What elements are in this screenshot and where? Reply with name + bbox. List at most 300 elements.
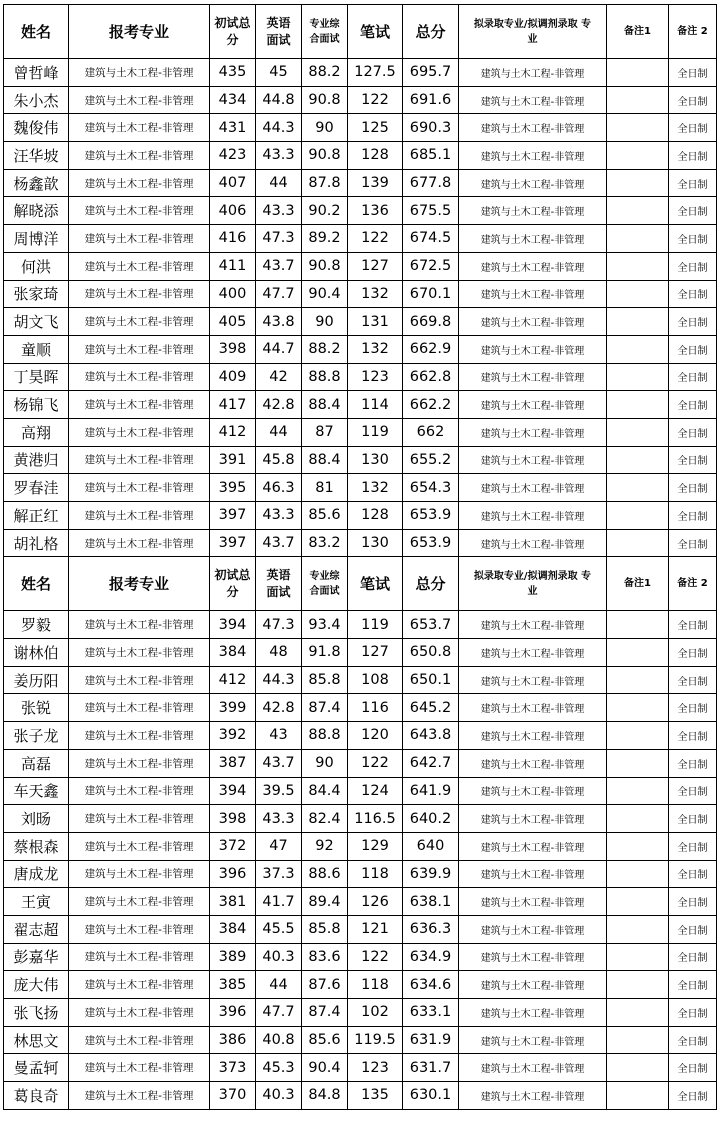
cell-note1	[607, 169, 669, 197]
cell-professional-interview: 84.8	[302, 1082, 348, 1110]
cell-name: 庞大伟	[4, 971, 69, 999]
cell-total: 655.2	[403, 446, 459, 474]
header-name: 姓名	[4, 5, 69, 59]
cell-admit-major: 建筑与土木工程-非管理	[459, 805, 607, 833]
cell-note1	[607, 915, 669, 943]
table-row	[4, 308, 717, 336]
cell-professional-interview: 90.4	[302, 280, 348, 308]
cell-total: 634.6	[403, 971, 459, 999]
cell-admit-major: 建筑与土木工程-非管理	[459, 611, 607, 639]
cell-note2: 全日制	[669, 86, 717, 114]
cell-major: 建筑与土木工程-非管理	[69, 197, 210, 225]
cell-total: 662	[403, 418, 459, 446]
cell-major: 建筑与土木工程-非管理	[69, 474, 210, 502]
cell-name: 高磊	[4, 749, 69, 777]
cell-admit-major: 建筑与土木工程-非管理	[459, 1026, 607, 1054]
cell-written: 118	[348, 860, 403, 888]
cell-note2: 全日制	[669, 252, 717, 280]
cell-prelim-score: 394	[210, 777, 256, 805]
cell-english-interview: 44	[256, 169, 302, 197]
header-note1: 备注1	[607, 557, 669, 611]
cell-english-interview: 45.5	[256, 915, 302, 943]
cell-total: 653.9	[403, 502, 459, 530]
score-table-container	[3, 4, 717, 1110]
cell-note2: 全日制	[669, 694, 717, 722]
table-row	[4, 832, 717, 860]
cell-name: 周博洋	[4, 225, 69, 253]
cell-note1	[607, 999, 669, 1027]
cell-english-interview: 45.3	[256, 1054, 302, 1082]
cell-professional-interview: 89.4	[302, 888, 348, 916]
cell-note1	[607, 666, 669, 694]
cell-major: 建筑与土木工程-非管理	[69, 142, 210, 170]
cell-note1	[607, 363, 669, 391]
cell-note2: 全日制	[669, 474, 717, 502]
cell-total: 677.8	[403, 169, 459, 197]
table-row	[4, 418, 717, 446]
cell-prelim-score: 385	[210, 971, 256, 999]
cell-written: 123	[348, 1054, 403, 1082]
cell-admit-major: 建筑与土木工程-非管理	[459, 308, 607, 336]
cell-prelim-score: 398	[210, 335, 256, 363]
cell-written: 116.5	[348, 805, 403, 833]
cell-professional-interview: 88.8	[302, 363, 348, 391]
table-row	[4, 391, 717, 419]
cell-professional-interview: 85.8	[302, 915, 348, 943]
cell-name: 汪华坡	[4, 142, 69, 170]
cell-name: 彭嘉华	[4, 943, 69, 971]
cell-name: 丁昊晖	[4, 363, 69, 391]
table-row	[4, 142, 717, 170]
cell-name: 解正红	[4, 502, 69, 530]
cell-note1	[607, 805, 669, 833]
header-written: 笔试	[348, 5, 403, 59]
cell-admit-major: 建筑与土木工程-非管理	[459, 418, 607, 446]
cell-total: 669.8	[403, 308, 459, 336]
cell-total: 639.9	[403, 860, 459, 888]
table-row	[4, 197, 717, 225]
cell-admit-major: 建筑与土木工程-非管理	[459, 86, 607, 114]
cell-note1	[607, 252, 669, 280]
header-admit-major: 拟录取专业/拟调剂录取 专 业	[459, 5, 607, 59]
header-major: 报考专业	[69, 557, 210, 611]
cell-major: 建筑与土木工程-非管理	[69, 611, 210, 639]
cell-major: 建筑与土木工程-非管理	[69, 529, 210, 557]
cell-major: 建筑与土木工程-非管理	[69, 1082, 210, 1110]
table-row	[4, 749, 717, 777]
cell-name: 唐成龙	[4, 860, 69, 888]
cell-english-interview: 47.7	[256, 999, 302, 1027]
cell-major: 建筑与土木工程-非管理	[69, 225, 210, 253]
cell-note2: 全日制	[669, 363, 717, 391]
cell-name: 解晓添	[4, 197, 69, 225]
cell-note2: 全日制	[669, 888, 717, 916]
cell-total: 690.3	[403, 114, 459, 142]
cell-professional-interview: 90.8	[302, 86, 348, 114]
cell-english-interview: 43.7	[256, 252, 302, 280]
cell-name: 高翔	[4, 418, 69, 446]
cell-note2: 全日制	[669, 418, 717, 446]
cell-english-interview: 39.5	[256, 777, 302, 805]
table-row	[4, 971, 717, 999]
cell-name: 车天鑫	[4, 777, 69, 805]
cell-professional-interview: 88.2	[302, 59, 348, 87]
cell-prelim-score: 412	[210, 666, 256, 694]
cell-admit-major: 建筑与土木工程-非管理	[459, 694, 607, 722]
cell-note2: 全日制	[669, 999, 717, 1027]
table-row	[4, 335, 717, 363]
cell-note2: 全日制	[669, 860, 717, 888]
cell-english-interview: 43.3	[256, 502, 302, 530]
cell-prelim-score: 405	[210, 308, 256, 336]
cell-written: 130	[348, 446, 403, 474]
header-professional-interview: 专业综 合面试	[302, 5, 348, 59]
cell-total: 631.9	[403, 1026, 459, 1054]
cell-major: 建筑与土木工程-非管理	[69, 391, 210, 419]
cell-professional-interview: 84.4	[302, 777, 348, 805]
cell-english-interview: 44.7	[256, 335, 302, 363]
cell-prelim-score: 397	[210, 529, 256, 557]
cell-major: 建筑与土木工程-非管理	[69, 805, 210, 833]
cell-professional-interview: 85.6	[302, 1026, 348, 1054]
cell-note1	[607, 418, 669, 446]
cell-note1	[607, 280, 669, 308]
cell-written: 122	[348, 225, 403, 253]
cell-total: 653.9	[403, 529, 459, 557]
cell-note2: 全日制	[669, 971, 717, 999]
table-row	[4, 502, 717, 530]
cell-admit-major: 建筑与土木工程-非管理	[459, 446, 607, 474]
cell-prelim-score: 397	[210, 502, 256, 530]
cell-note2: 全日制	[669, 1082, 717, 1110]
cell-name: 曼孟轲	[4, 1054, 69, 1082]
cell-name: 张子龙	[4, 722, 69, 750]
table-row	[4, 777, 717, 805]
cell-prelim-score: 406	[210, 197, 256, 225]
cell-admit-major: 建筑与土木工程-非管理	[459, 529, 607, 557]
cell-english-interview: 42	[256, 363, 302, 391]
cell-prelim-score: 409	[210, 363, 256, 391]
cell-note2: 全日制	[669, 805, 717, 833]
cell-prelim-score: 435	[210, 59, 256, 87]
table-row	[4, 446, 717, 474]
table-row	[4, 611, 717, 639]
table-row	[4, 474, 717, 502]
cell-note2: 全日制	[669, 611, 717, 639]
cell-note2: 全日制	[669, 280, 717, 308]
cell-prelim-score: 395	[210, 474, 256, 502]
cell-professional-interview: 87.4	[302, 694, 348, 722]
cell-major: 建筑与土木工程-非管理	[69, 915, 210, 943]
cell-prelim-score: 412	[210, 418, 256, 446]
cell-prelim-score: 417	[210, 391, 256, 419]
header-note2: 备注 2	[669, 557, 717, 611]
cell-total: 654.3	[403, 474, 459, 502]
cell-note2: 全日制	[669, 777, 717, 805]
cell-note1	[607, 888, 669, 916]
cell-professional-interview: 87	[302, 418, 348, 446]
cell-written: 136	[348, 197, 403, 225]
header-english-interview: 英语 面试	[256, 557, 302, 611]
cell-major: 建筑与土木工程-非管理	[69, 502, 210, 530]
cell-written: 127.5	[348, 59, 403, 87]
cell-professional-interview: 88.8	[302, 722, 348, 750]
cell-name: 林思文	[4, 1026, 69, 1054]
cell-written: 139	[348, 169, 403, 197]
cell-professional-interview: 88.2	[302, 335, 348, 363]
cell-total: 636.3	[403, 915, 459, 943]
cell-professional-interview: 87.6	[302, 971, 348, 999]
cell-admit-major: 建筑与土木工程-非管理	[459, 666, 607, 694]
cell-written: 135	[348, 1082, 403, 1110]
cell-prelim-score: 398	[210, 805, 256, 833]
cell-major: 建筑与土木工程-非管理	[69, 639, 210, 667]
cell-english-interview: 37.3	[256, 860, 302, 888]
cell-note1	[607, 114, 669, 142]
cell-admit-major: 建筑与土木工程-非管理	[459, 280, 607, 308]
cell-name: 罗毅	[4, 611, 69, 639]
cell-english-interview: 42.8	[256, 694, 302, 722]
table-row	[4, 860, 717, 888]
table-row	[4, 888, 717, 916]
cell-name: 谢林伯	[4, 639, 69, 667]
cell-major: 建筑与土木工程-非管理	[69, 114, 210, 142]
cell-english-interview: 47.7	[256, 280, 302, 308]
cell-note2: 全日制	[669, 446, 717, 474]
cell-english-interview: 40.8	[256, 1026, 302, 1054]
cell-professional-interview: 85.6	[302, 502, 348, 530]
cell-written: 118	[348, 971, 403, 999]
cell-note2: 全日制	[669, 114, 717, 142]
cell-name: 杨锦飞	[4, 391, 69, 419]
cell-major: 建筑与土木工程-非管理	[69, 280, 210, 308]
cell-total: 691.6	[403, 86, 459, 114]
cell-note2: 全日制	[669, 722, 717, 750]
cell-name: 刘旸	[4, 805, 69, 833]
cell-total: 695.7	[403, 59, 459, 87]
cell-note1	[607, 529, 669, 557]
cell-prelim-score: 396	[210, 860, 256, 888]
cell-admit-major: 建筑与土木工程-非管理	[459, 114, 607, 142]
table-header-row	[4, 557, 717, 611]
cell-written: 127	[348, 639, 403, 667]
cell-written: 125	[348, 114, 403, 142]
header-admit-major: 拟录取专业/拟调剂录取 专 业	[459, 557, 607, 611]
cell-admit-major: 建筑与土木工程-非管理	[459, 391, 607, 419]
cell-english-interview: 44.3	[256, 666, 302, 694]
cell-note1	[607, 971, 669, 999]
cell-prelim-score: 370	[210, 1082, 256, 1110]
cell-major: 建筑与土木工程-非管理	[69, 943, 210, 971]
cell-written: 114	[348, 391, 403, 419]
cell-note1	[607, 335, 669, 363]
cell-written: 132	[348, 474, 403, 502]
cell-total: 645.2	[403, 694, 459, 722]
cell-english-interview: 43.3	[256, 142, 302, 170]
cell-english-interview: 47.3	[256, 225, 302, 253]
cell-prelim-score: 392	[210, 722, 256, 750]
cell-total: 634.9	[403, 943, 459, 971]
cell-professional-interview: 88.6	[302, 860, 348, 888]
table-row	[4, 722, 717, 750]
cell-professional-interview: 91.8	[302, 639, 348, 667]
cell-professional-interview: 82.4	[302, 805, 348, 833]
cell-prelim-score: 423	[210, 142, 256, 170]
cell-admit-major: 建筑与土木工程-非管理	[459, 363, 607, 391]
header-prelim-score: 初试总 分	[210, 557, 256, 611]
cell-name: 王寅	[4, 888, 69, 916]
cell-major: 建筑与土木工程-非管理	[69, 832, 210, 860]
cell-professional-interview: 90	[302, 749, 348, 777]
cell-admit-major: 建筑与土木工程-非管理	[459, 474, 607, 502]
cell-major: 建筑与土木工程-非管理	[69, 666, 210, 694]
cell-admit-major: 建筑与土木工程-非管理	[459, 999, 607, 1027]
cell-professional-interview: 88.4	[302, 391, 348, 419]
cell-note2: 全日制	[669, 1026, 717, 1054]
cell-english-interview: 47	[256, 832, 302, 860]
cell-total: 674.5	[403, 225, 459, 253]
cell-note1	[607, 59, 669, 87]
cell-admit-major: 建筑与土木工程-非管理	[459, 943, 607, 971]
cell-note1	[607, 446, 669, 474]
cell-major: 建筑与土木工程-非管理	[69, 1026, 210, 1054]
header-note2: 备注 2	[669, 5, 717, 59]
header-professional-interview: 专业综 合面试	[302, 557, 348, 611]
cell-written: 108	[348, 666, 403, 694]
cell-admit-major: 建筑与土木工程-非管理	[459, 169, 607, 197]
cell-prelim-score: 411	[210, 252, 256, 280]
cell-professional-interview: 87.4	[302, 999, 348, 1027]
header-written: 笔试	[348, 557, 403, 611]
cell-note1	[607, 197, 669, 225]
cell-name: 何洪	[4, 252, 69, 280]
cell-admit-major: 建筑与土木工程-非管理	[459, 1082, 607, 1110]
cell-professional-interview: 81	[302, 474, 348, 502]
cell-professional-interview: 92	[302, 832, 348, 860]
cell-written: 120	[348, 722, 403, 750]
header-total: 总分	[403, 557, 459, 611]
cell-english-interview: 48	[256, 639, 302, 667]
cell-note1	[607, 639, 669, 667]
cell-total: 662.9	[403, 335, 459, 363]
cell-note1	[607, 86, 669, 114]
header-major: 报考专业	[69, 5, 210, 59]
cell-note2: 全日制	[669, 915, 717, 943]
cell-name: 朱小杰	[4, 86, 69, 114]
cell-major: 建筑与土木工程-非管理	[69, 694, 210, 722]
cell-professional-interview: 89.2	[302, 225, 348, 253]
table-row	[4, 1082, 717, 1110]
cell-professional-interview: 90.8	[302, 252, 348, 280]
score-table-body	[4, 5, 717, 1110]
cell-note1	[607, 694, 669, 722]
cell-name: 曾哲峰	[4, 59, 69, 87]
cell-note1	[607, 860, 669, 888]
cell-major: 建筑与土木工程-非管理	[69, 1054, 210, 1082]
cell-professional-interview: 83.6	[302, 943, 348, 971]
cell-note2: 全日制	[669, 391, 717, 419]
table-header-row	[4, 5, 717, 59]
cell-professional-interview: 90	[302, 114, 348, 142]
cell-admit-major: 建筑与土木工程-非管理	[459, 1054, 607, 1082]
cell-prelim-score: 416	[210, 225, 256, 253]
cell-note1	[607, 749, 669, 777]
table-row	[4, 805, 717, 833]
cell-written: 122	[348, 86, 403, 114]
cell-english-interview: 44.3	[256, 114, 302, 142]
cell-english-interview: 42.8	[256, 391, 302, 419]
cell-note2: 全日制	[669, 197, 717, 225]
cell-admit-major: 建筑与土木工程-非管理	[459, 335, 607, 363]
cell-total: 650.1	[403, 666, 459, 694]
cell-note1	[607, 777, 669, 805]
cell-major: 建筑与土木工程-非管理	[69, 418, 210, 446]
cell-note2: 全日制	[669, 169, 717, 197]
cell-prelim-score: 373	[210, 1054, 256, 1082]
cell-prelim-score: 387	[210, 749, 256, 777]
cell-english-interview: 43.8	[256, 308, 302, 336]
cell-prelim-score: 394	[210, 611, 256, 639]
cell-note1	[607, 502, 669, 530]
cell-total: 641.9	[403, 777, 459, 805]
cell-english-interview: 40.3	[256, 943, 302, 971]
cell-admit-major: 建筑与土木工程-非管理	[459, 502, 607, 530]
cell-written: 131	[348, 308, 403, 336]
cell-total: 642.7	[403, 749, 459, 777]
cell-prelim-score: 386	[210, 1026, 256, 1054]
cell-admit-major: 建筑与土木工程-非管理	[459, 888, 607, 916]
cell-professional-interview: 87.8	[302, 169, 348, 197]
cell-name: 张家琦	[4, 280, 69, 308]
cell-major: 建筑与土木工程-非管理	[69, 252, 210, 280]
cell-total: 643.8	[403, 722, 459, 750]
cell-note2: 全日制	[669, 1054, 717, 1082]
cell-total: 631.7	[403, 1054, 459, 1082]
cell-professional-interview: 90	[302, 308, 348, 336]
table-row	[4, 114, 717, 142]
cell-english-interview: 43.3	[256, 805, 302, 833]
cell-note2: 全日制	[669, 335, 717, 363]
table-row	[4, 529, 717, 557]
cell-admit-major: 建筑与土木工程-非管理	[459, 197, 607, 225]
cell-english-interview: 43.3	[256, 197, 302, 225]
cell-major: 建筑与土木工程-非管理	[69, 86, 210, 114]
cell-prelim-score: 400	[210, 280, 256, 308]
cell-total: 662.8	[403, 363, 459, 391]
cell-note2: 全日制	[669, 59, 717, 87]
cell-note2: 全日制	[669, 943, 717, 971]
header-total: 总分	[403, 5, 459, 59]
cell-prelim-score: 434	[210, 86, 256, 114]
cell-note2: 全日制	[669, 308, 717, 336]
cell-written: 127	[348, 252, 403, 280]
cell-written: 102	[348, 999, 403, 1027]
cell-professional-interview: 83.2	[302, 529, 348, 557]
header-name: 姓名	[4, 557, 69, 611]
cell-note2: 全日制	[669, 749, 717, 777]
cell-english-interview: 43.7	[256, 529, 302, 557]
header-note1: 备注1	[607, 5, 669, 59]
table-row	[4, 59, 717, 87]
cell-professional-interview: 93.4	[302, 611, 348, 639]
cell-admit-major: 建筑与土木工程-非管理	[459, 860, 607, 888]
table-row	[4, 639, 717, 667]
cell-written: 129	[348, 832, 403, 860]
cell-english-interview: 45	[256, 59, 302, 87]
header-english-interview: 英语 面试	[256, 5, 302, 59]
cell-note1	[607, 474, 669, 502]
table-row	[4, 943, 717, 971]
